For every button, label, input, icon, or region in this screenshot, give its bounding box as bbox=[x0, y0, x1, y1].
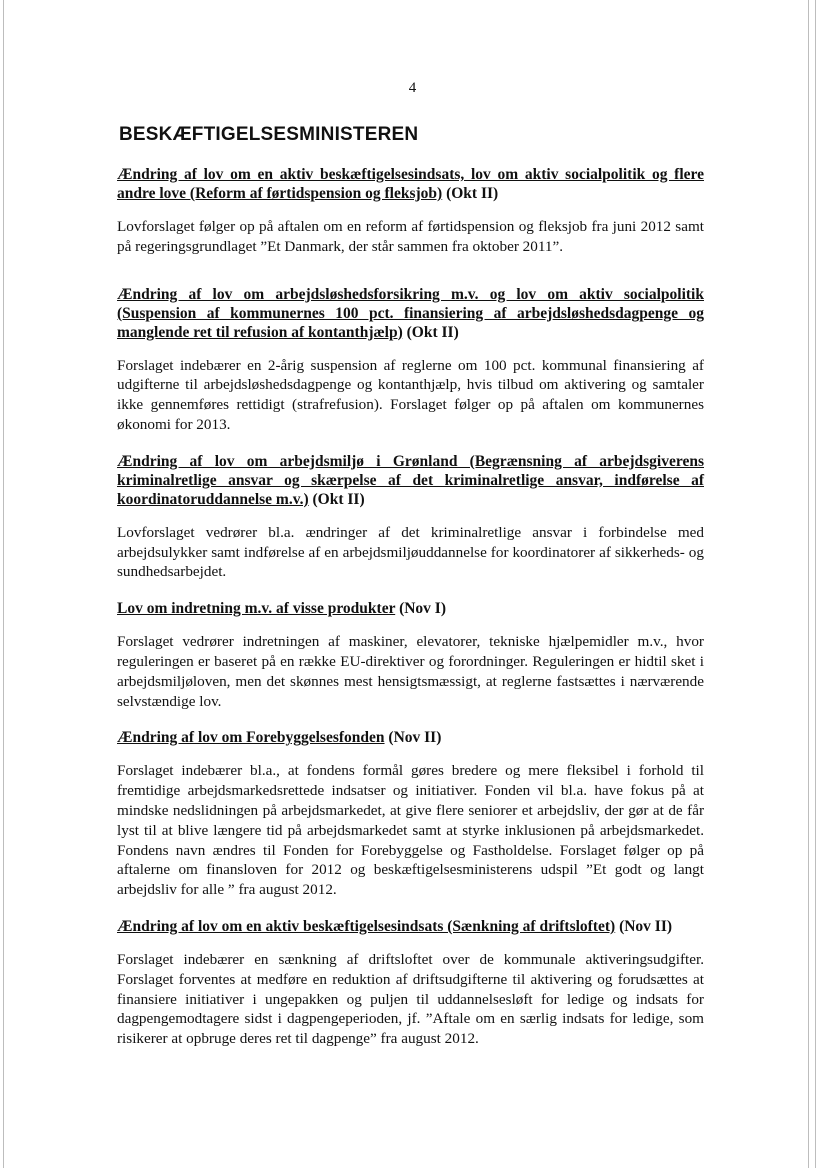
scan-edge-left bbox=[3, 0, 4, 1168]
section-title: Lov om indretning m.v. af visse produkter bbox=[117, 600, 396, 618]
section-indretning-produkter bbox=[117, 599, 704, 711]
section-period: (Okt II) bbox=[406, 323, 459, 341]
section-title: Ændring af lov om Forebyggelsesfonden bbox=[117, 729, 385, 747]
scan-edge-right bbox=[808, 0, 809, 1168]
section-period: (Okt II) bbox=[446, 185, 499, 202]
section-arbejdsmiljoe-groenland bbox=[117, 452, 704, 582]
section-title: Ændring af lov om arbejdsmiljø i Grønland (Begrænsning af arbejdsgiverens kriminalretlige ansvar og skærpelse af det kriminalretlige ansvar, indførelse af koordinatoruddannelse m.v.) bbox=[117, 452, 704, 508]
section-arbejdsloeshedsforsikring bbox=[117, 285, 704, 435]
section-body: Forslaget indebærer en sænkning af driftsloftet over de kommunale aktiveringsudgifter. Forslaget forventes at medføre en reduktion af driftsudgifterne til aktivering og forudsættes at finansiere initiativer i ungepakken og puljen til uddannelsesløft for ledige og indsats for dagpengemodtagere sidst i dagpengeperioden, jf. ”Aftale om en særlig indsats for ledige, som risikerer at opbruge deres ret til dagpenge” fra august 2012. bbox=[117, 950, 704, 1048]
section-driftsloftet bbox=[117, 917, 704, 1049]
section-body: Lovforslaget vedrører bl.a. ændringer af det kriminalretlige ansvar i forbindelse med arbejdsulykker samt indførelse af en arbejdsmiljøuddannelse for koordinatorer af sikkerheds- og sundhedsarbejdet. bbox=[117, 523, 704, 581]
section-body: Forslaget indebærer en 2-årig suspension af reglerne om 100 pct. kommunal finansiering af udgifterne til arbejdsløshedsdagpenge og kontanthjælp, hvis tilbud om aktivering og samtaler ikke gennemføres rettidigt (strafrefusion). Forslaget følger op på aftalen om kommunernes økonomi for 2013. bbox=[117, 356, 704, 433]
section-heading bbox=[117, 452, 704, 509]
section-heading bbox=[117, 285, 704, 342]
section-heading bbox=[117, 165, 704, 203]
section-period: (Nov II) bbox=[388, 729, 442, 747]
section-forebyggelsesfonden bbox=[117, 728, 704, 900]
section-heading bbox=[117, 917, 704, 936]
section-body: Lovforslaget følger op på aftalen om en reform af førtidspension og fleksjob fra juni 2012 samt på regeringsgrundlaget ”Et Danmark, der står sammen fra oktober 2011”. bbox=[117, 218, 704, 255]
scan-edge-right-2 bbox=[815, 0, 816, 1168]
document-body bbox=[117, 165, 704, 1066]
section-body: Forslaget vedrører indretningen af maskiner, elevatorer, tekniske hjælpemidler m.v., hvor reguleringen er baseret på en række EU-direktiver og forordninger. Reguleringen er hidtil sket i arbejdsmiljøloven, men det skønnes mest hensigtsmæssigt, at reglerne fastsættes i nærværende selvstændige lov. bbox=[117, 633, 704, 710]
ministry-heading: BESKÆFTIGELSESMINISTEREN bbox=[119, 124, 419, 145]
section-title: Ændring af lov om en aktiv beskæftigelsesindsats (Sænkning af driftsloftet) bbox=[117, 917, 616, 935]
section-body: Forslaget indebærer bl.a., at fondens formål gøres bredere og mere fleksibel i forhold til fremtidige arbejdsmarkedsrettede indsatser og initiativer. Fonden vil bl.a. have fokus på at mindske nedslidningen på arbejdsmarkedet, at give flere seniorer et arbejdsliv, der gør at de får lyst til at blive længere tid på arbejdsmarkedet samt at styrke inklusionen på arbejdsmarkedet. Fondens navn ændres til Fonden for Forebyggelse og Fastholdelse. Forslaget følger op på aftalerne om finansloven for 2012 og beskæftigelsesministerens udspil ”Et godt og langt arbejdsliv for alle ” fra august 2012. bbox=[117, 762, 704, 899]
section-title: Ændring af lov om arbejdsløshedsforsikring m.v. og lov om aktiv socialpolitik (Suspension af kommunernes 100 pct. finansiering af arbejdsløshedsdagpenge og manglende ret til refusion af kontanthjælp) bbox=[117, 285, 704, 341]
page-number: 4 bbox=[408, 80, 417, 96]
section-period: (Nov I) bbox=[399, 600, 446, 618]
section-period: (Okt II) bbox=[312, 490, 365, 508]
section-title: Ændring af lov om en aktiv beskæftigelsesindsats, lov om aktiv socialpolitik og flere andre love (Reform af førtidspension og fleksjob) bbox=[117, 166, 704, 202]
section-reform-foertidspension bbox=[117, 165, 704, 257]
section-heading bbox=[117, 728, 704, 747]
section-period: (Nov II) bbox=[619, 917, 673, 935]
section-heading bbox=[117, 599, 704, 618]
